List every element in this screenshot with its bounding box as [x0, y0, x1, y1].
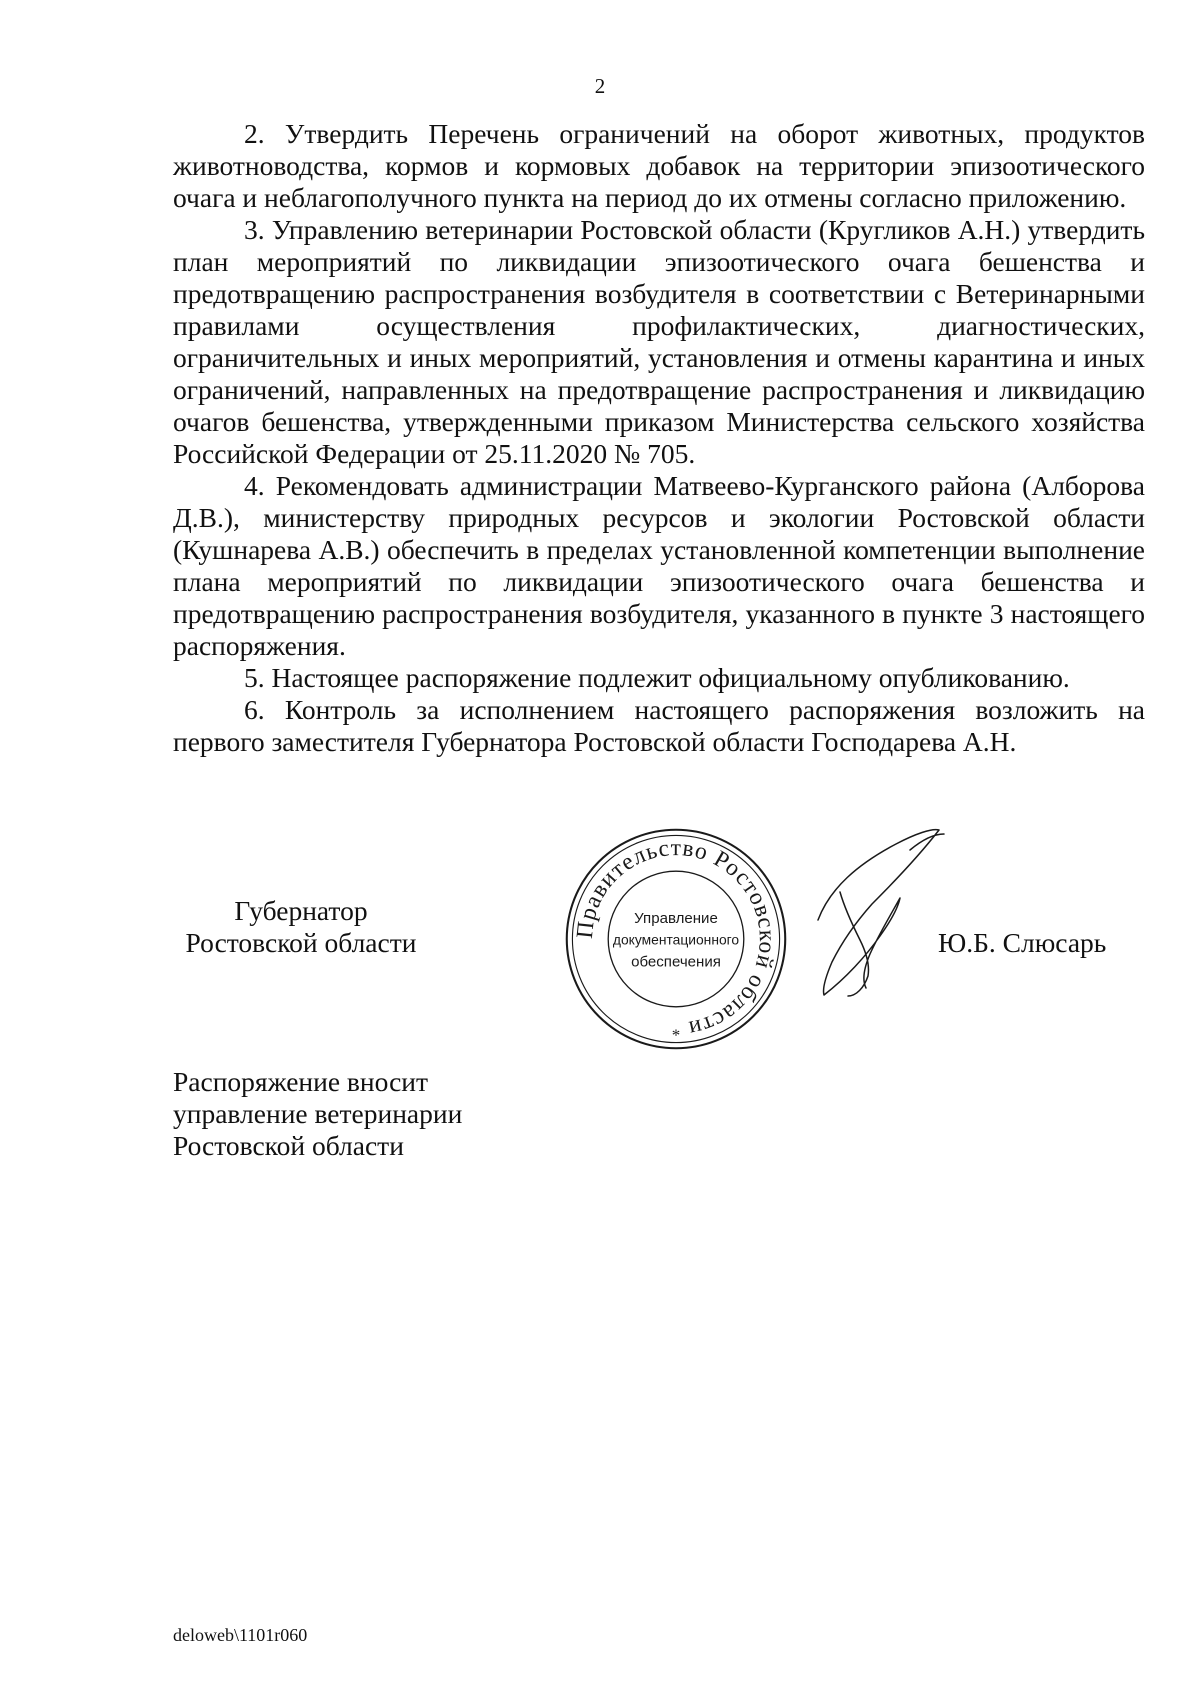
introduced-by-line3: Ростовской области: [173, 1130, 404, 1161]
introduced-by-line2: управление ветеринарии: [173, 1098, 463, 1129]
file-reference: deloweb\1101r060: [173, 1625, 308, 1645]
handwritten-signature: [800, 828, 950, 998]
official-seal: [563, 826, 789, 1052]
seal-star-mark: *: [671, 1025, 681, 1045]
position-region: Ростовской области: [185, 927, 417, 958]
signatory-position: [173, 895, 429, 959]
paragraph-3: 3. Управлению ветеринарии Ростовской области (Кругликов А.Н.) утвердить план мероприятий по ликвидации эпизоотического очага бешенства и предотвращению распространения возбудителя в соответствии с Ветеринарными правилами осуществления профилактических, диагностических, ограничительных и иных мероприятий, установления и отмены карантина и иных ограничений, направленных на предотвращение распространения и ликвидацию очагов бешенства, утвержденными приказом Министерства сельского хозяйства Российской Федерации от 25.11.2020 № 705.: [173, 214, 1145, 469]
seal-ring-textpath: Правительство Ростовской области: [571, 835, 780, 1042]
seal-center-line3: обеспечения: [631, 953, 721, 971]
paragraph-5: 5. Настоящее распоряжение подлежит официальному опубликованию.: [244, 662, 1070, 693]
introduced-by-note: [173, 1066, 462, 1162]
seal-center-line1: Управление: [634, 909, 718, 927]
paragraph-4: 4. Рекомендовать администрации Матвеево-Курганского района (Алборова Д.В.), министерству природных ресурсов и экологии Ростовской области (Кушнарева А.В.) обеспечить в пределах установленной компетенции выполнение плана мероприятий по ликвидации эпизоотического очага бешенства и предотвращению распространения возбудителя, указанного в пункте 3 настоящего распоряжения.: [173, 470, 1145, 661]
introduced-by-line1: Распоряжение вносит: [173, 1066, 429, 1097]
position-title: Губернатор: [234, 895, 368, 926]
paragraph-6: 6. Контроль за исполнением настоящего распоряжения возложить на первого заместителя Губернатора Ростовской области Господарева А.Н.: [173, 694, 1145, 757]
signature-stroke: [818, 830, 944, 996]
page-number: 2: [594, 74, 606, 98]
signer-name: Ю.Б. Слюсарь: [938, 927, 1107, 958]
order-body: [173, 118, 1145, 758]
paragraph-2: 2. Утвердить Перечень ограничений на оборот животных, продуктов животноводства, кормов и кормовых добавок на территории эпизоотического очага и неблагополучного пункта на период до их отмены согласно приложению.: [173, 118, 1145, 213]
seal-center-line2: документационного: [612, 931, 740, 948]
